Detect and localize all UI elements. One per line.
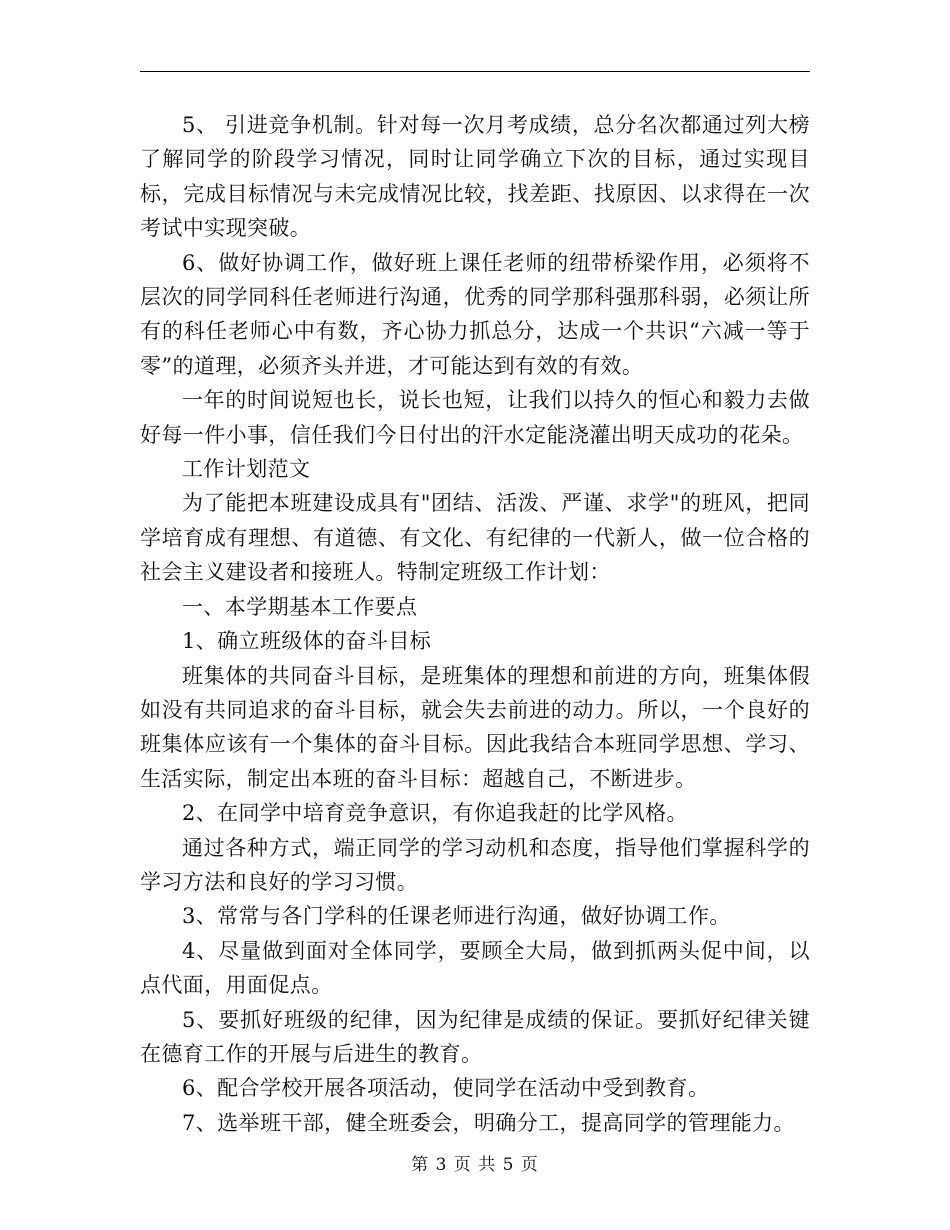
list-item: 1、确立班级体的奋斗目标 — [182, 629, 432, 654]
paragraph: 班集体的共同奋斗目标，是班集体的理想和前进的方向，班集体假如没有共同追求的奋斗目标，就会失去前进的动力。所以，一个良好的班集体应该有一个集体的奋斗目标。因此我结合本班同学思想、学习、生活实际，制定出本班的奋斗目标：超越自己，不断进步。 — [140, 663, 810, 791]
paragraph: 5、 引进竞争机制。针对每一次月考成绩，总分名次都通过列大榜了解同学的阶段学习情况，同时让同学确立下次的目标，通过实现目标，完成目标情况与未完成情况比较，找差距、找原因、以求得在一次考试中实现突破。 — [140, 113, 810, 241]
list-item: 4、尽量做到面对全体同学，要顾全大局，做到抓两头促中间，以点代面，用面促点。 — [140, 938, 810, 998]
section-heading: 工作计划范文 — [182, 457, 311, 482]
paragraph: 通过各种方式，端正同学的学习动机和态度，指导他们掌握科学的学习方法和良好的学习习惯。 — [140, 835, 810, 894]
header-rule — [140, 71, 810, 72]
page-number-footer: 第 3 页 共 5 页 — [411, 1155, 539, 1175]
list-item: 6、配合学校开展各项活动，使同学在活动中受到教育。 — [182, 1076, 710, 1101]
paragraph: 为了能把本班建设成具有"团结、活泼、严谨、求学"的班风，把同学培育成有理想、有道德、有文化、有纪律的一代新人，做一位合格的社会主义建设者和接班人。特制定班级工作计划： — [140, 491, 810, 585]
document-body — [140, 108, 810, 1140]
section-heading: 一、本学期基本工作要点 — [182, 594, 418, 619]
list-item: 2、在同学中培育竞争意识，有你追我赶的比学风格。 — [182, 801, 688, 826]
list-item: 3、常常与各门学科的任课老师进行沟通，做好协调工作。 — [182, 904, 731, 929]
paragraph: 6、做好协调工作，做好班上课任老师的纽带桥梁作用，必须将不层次的同学同科任老师进行沟通，优秀的同学那科强那科弱，必须让所有的科任老师心中有数，齐心协力抓总分，达成一个共识“六减一等于零”的道理，必须齐头并进，才可能达到有效的有效。 — [140, 250, 810, 378]
list-item: 5、要抓好班级的纪律，因为纪律是成绩的保证。要抓好纪律关键在德育工作的开展与后进生的教育。 — [140, 1007, 810, 1066]
paragraph: 一年的时间说短也长，说长也短，让我们以持久的恒心和毅力去做好每一件小事，信任我们今日付出的汗水定能浇灌出明天成功的花朵。 — [140, 388, 810, 447]
list-item: 7、选举班干部，健全班委会，明确分工，提高同学的管理能力。 — [182, 1110, 795, 1135]
